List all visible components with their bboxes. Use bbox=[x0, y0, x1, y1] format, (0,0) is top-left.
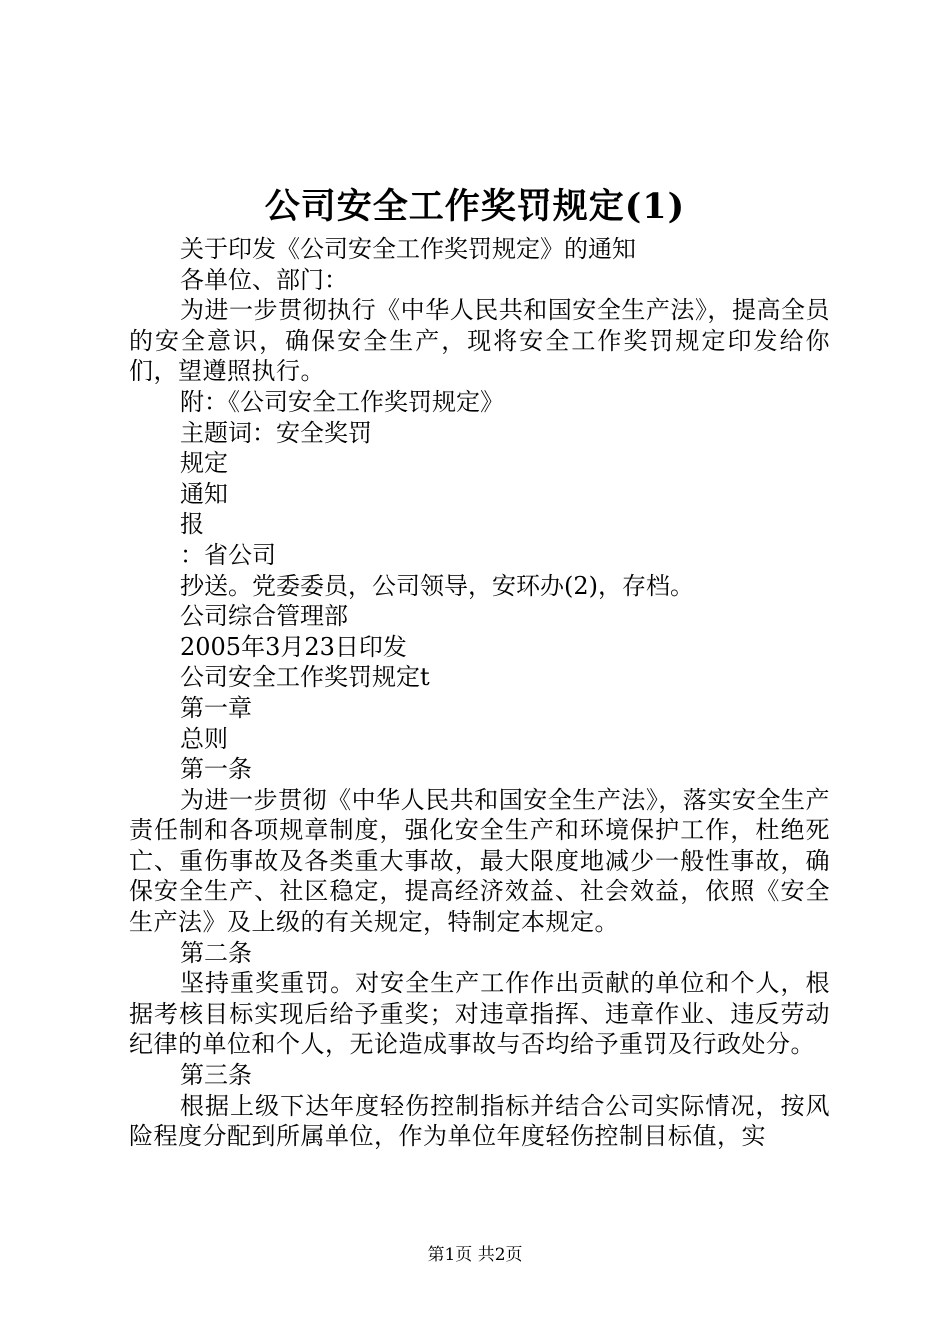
intro-paragraph: 为进一步贯彻执行《中华人民共和国安全生产法》，提高全员的安全意识，确保安全生产，现将安全工作奖罚规定印发给你们，望遵照执行。 bbox=[129, 296, 830, 386]
chapter-heading: 第一章 bbox=[180, 693, 252, 722]
chapter-title: 总则 bbox=[180, 724, 228, 753]
addressee: 各单位、部门： bbox=[180, 265, 348, 294]
cc-line: 抄送。党委委员，公司领导，安环办(2)，存档。 bbox=[180, 571, 694, 600]
subject-word-notice: 通知 bbox=[180, 479, 228, 508]
report-label: 报 bbox=[180, 510, 204, 539]
article-3-heading: 第三条 bbox=[180, 1061, 252, 1090]
subject-word-regulation: 规定 bbox=[180, 449, 228, 478]
article-2-body: 坚持重奖重罚。对安全生产工作作出贡献的单位和个人，根据考核目标实现后给予重奖；对违章指挥、违章作业、违反劳动纪律的单位和个人，无论造成事故与否均给予重罚及行政处分。 bbox=[129, 969, 830, 1059]
article-2-heading: 第二条 bbox=[180, 938, 252, 967]
document-title: 公司安全工作奖罚规定(1) bbox=[264, 186, 686, 227]
page-footer: 第1页 共2页 bbox=[427, 1245, 523, 1265]
notice-heading: 关于印发《公司安全工作奖罚规定》的通知 bbox=[180, 235, 636, 263]
attachment-line: 附：《公司安全工作奖罚规定》 bbox=[180, 387, 504, 416]
document-body bbox=[129, 234, 830, 1152]
subject-words: 主题词：安全奖罚 bbox=[180, 418, 372, 447]
article-3-body: 根据上级下达年度轻伤控制指标并结合公司实际情况，按风险程度分配到所属单位，作为单位年度轻伤控制目标值，实 bbox=[129, 1091, 830, 1151]
issuing-department: 公司综合管理部 bbox=[180, 602, 348, 631]
regulation-title: 公司安全工作奖罚规定t bbox=[180, 663, 430, 692]
article-1-heading: 第一条 bbox=[180, 755, 252, 784]
issue-date: 2005年3月23日印发 bbox=[180, 632, 407, 661]
article-1-body: 为进一步贯彻《中华人民共和国安全生产法》，落实安全生产责任制和各项规章制度，强化安全生产和环境保护工作，杜绝死亡、重伤事故及各类重大事故，最大限度地减少一般性事故，确保安全生产、社区稳定，提高经济效益、社会效益，依照《安全生产法》及上级的有关规定，特制定本规定。 bbox=[129, 785, 830, 937]
report-recipient: ：省公司 bbox=[180, 540, 276, 569]
